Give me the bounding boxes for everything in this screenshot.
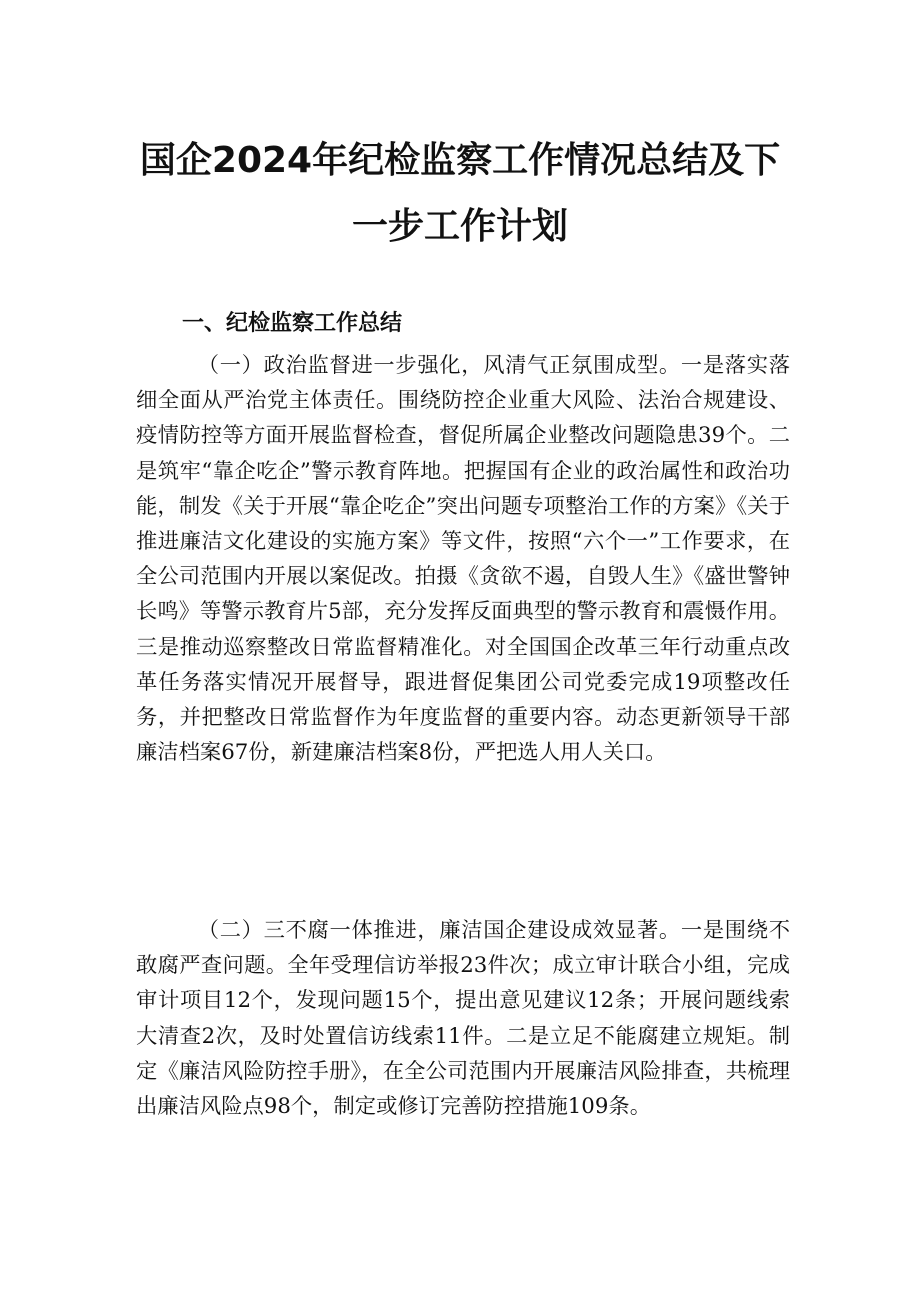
- paragraph-three-no-corruption: （二）三不腐一体推进，廉洁国企建设成效显著。一是围绕不敢腐严查问题。全年受理信访举报23件次；成立审计联合小组，完成审计项目12个，发现问题15个，提出意见建议12条；开展问题线索大清查2次，及时处置信访线索11件。二是立足不能腐建立规矩。制定《廉洁风险防控手册》，在全公司范围内开展廉洁风险排查，共梳理出廉洁风险点98个，制定或修订完善防控措施109条。: [136, 918, 790, 1120]
- document-title: 国企2024年纪检监察工作情况总结及下一步工作计划: [139, 140, 781, 247]
- paragraph-political-supervision: （一）政治监督进一步强化，风清气正氛围成型。一是落实落细全面从严治党主体责任。围绕防控企业重大风险、法治合规建设、疫情防控等方面开展监督检查，督促所属企业整改问题隐患39个。二是筑牢“靠企吃企”警示教育阵地。把握国有企业的政治属性和政治功能，制发《关于开展“靠企吃企”突出问题专项整治工作的方案》《关于推进廉洁文化建设的实施方案》等文件，按照“六个一”工作要求，在全公司范围内开展以案促改。拍摄《贪欲不遏，自毁人生》《盛世警钟长鸣》等警示教育片5部，充分发挥反面典型的警示教育和震慑作用。三是推动巡察整改日常监督精准化。对全国国企改革三年行动重点改革任务落实情况开展督导，跟进督促集团公司党委完成19项整改任务，并把整改日常监督作为年度监督的重要内容。动态更新领导干部廉洁档案67份，新建廉洁档案8份，严把选人用人关口。: [136, 353, 790, 766]
- section-heading: 一、纪检监察工作总结: [182, 311, 403, 336]
